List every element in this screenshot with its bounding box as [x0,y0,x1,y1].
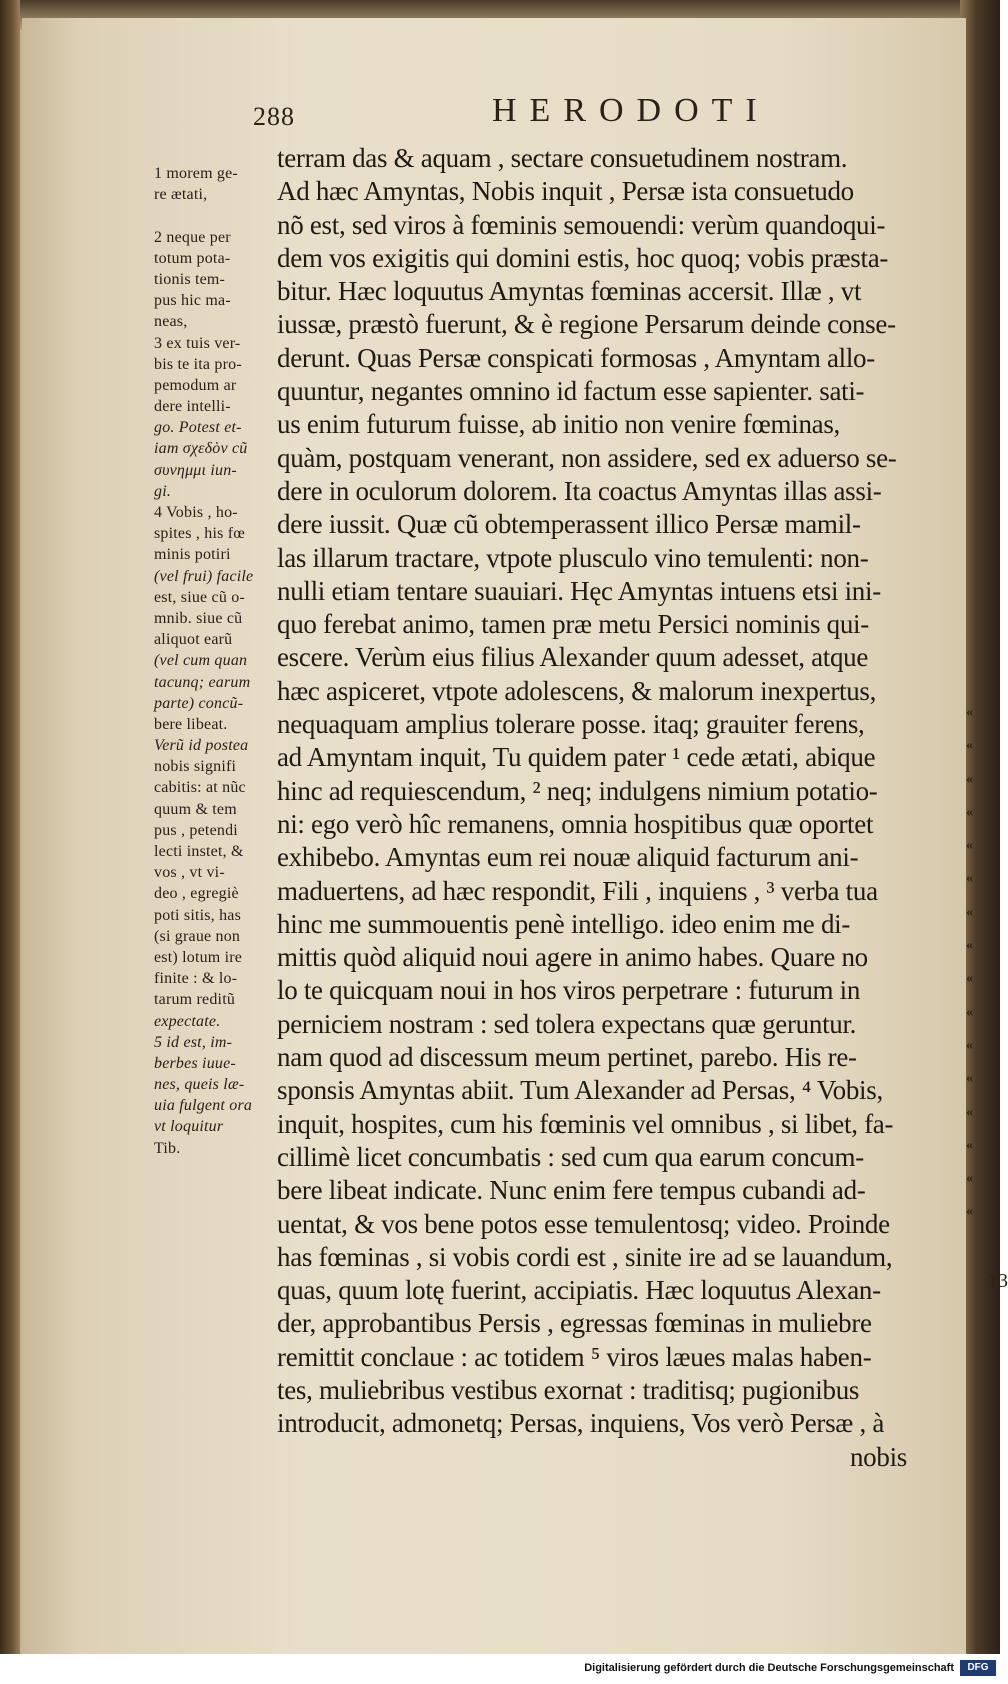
text-line: has fœminas , si vobis cordi est , sinite ire ad se lauandum, [277,1241,893,1272]
marginal-note-line: gi. [154,482,172,500]
marginal-note-line: dere intelli- [154,398,231,416]
marginal-note-line: mnib. siue cũ [154,609,243,627]
text-line: quas, quum lotę fuerint, accipiatis. Hæc loquutus Alexan- [277,1275,881,1306]
book-spine-edge [0,0,20,1654]
marginal-note-line: Verũ id postea [154,737,249,755]
text-line: maduertens, ad hæc respondit, Fili , inquiens , ³ verba tua [277,875,878,906]
marginal-note-line: vt loquitur [154,1118,224,1136]
marginal-note-line: parte) concũ- [154,694,244,712]
marginal-note-line: pemodum ar [154,376,237,394]
text-line: tes, muliebribus vestibus exornat : traditisq; pugionibus [277,1374,860,1405]
marginal-note-line: vos , vt vi- [154,864,225,882]
quotation-marker: « [966,971,973,987]
text-line: escere. Verùm eius filius Alexander quum adesset, atque [277,642,869,673]
marginal-notes [154,163,286,1159]
running-title: HERODOTI [492,92,770,129]
text-line: dere iussit. Quæ cũ obtemperassent illico Persæ mamil- [277,509,861,540]
text-line: nõ est, sed viros à fœminis semouendi: verùm quandoqui- [277,209,886,240]
marginal-note-line: est, siue cũ o- [154,588,245,606]
marginal-note-line: 5 id est, im- [154,1033,233,1051]
marginal-note-line: (vel cum quan [154,652,248,670]
text-line: terram das & aquam , sectare consuetudinem nostram. [277,143,848,173]
marginal-note-line: berbes iuue- [154,1054,236,1072]
text-line: bere libeat indicate. Nunc enim fere tempus cubandi ad- [277,1175,866,1206]
text-line: nobis [849,1441,907,1472]
side-number: 13 [988,1270,1008,1292]
marginal-note-line: spites , his fœ [154,525,245,543]
text-line: derunt. Quas Persæ conspicati formosas , Amyntam allo- [277,342,875,373]
marginal-note-line [154,205,286,226]
quotation-marker: « [966,1171,973,1187]
marginal-note-line: deo , egregiè [154,885,239,903]
marginal-note-line: bere libeat. [154,715,228,733]
text-line: uentat, & vos bene potos esse temulentosq; video. Proinde [277,1208,890,1239]
text-line: ad Amyntam inquit, Tu quidem pater ¹ cede ætati, abique [277,742,876,773]
text-line: exhibebo. Amyntas eum rei nouæ aliquid facturum ani- [277,842,859,873]
marginal-note-line: cabitis: at nũc [154,779,246,797]
marginal-note-line: uia fulgent ora [154,1097,253,1115]
text-line: nam quod ad discessum meum pertinet, parebo. His re- [277,1042,857,1073]
marginal-note-line: nobis signifi [154,758,237,776]
marginal-note-line: tarum reditũ [154,991,236,1009]
text-line: Ad hæc Amyntas, Nobis inquit , Persæ ista consuetudo [277,176,854,207]
quotation-marker: « [966,1037,973,1053]
marginal-note-line: quum & tem [154,800,237,818]
quotation-marker: « [966,705,973,720]
text-line: hæc aspiceret, vtpote adolescens, & malorum inexpertus, [277,675,877,706]
marginal-note-line: (si graue non [154,927,241,945]
quotation-marker: « [966,738,973,754]
marginal-note-line: 3 ex tuis ver- [154,334,241,352]
text-line: cillimè licet concumbatis : sed cum qua earum concum- [277,1141,864,1172]
digitization-footer [0,1654,1000,1684]
marginal-note-line: Tib. [154,1139,181,1157]
quotation-marker: « [966,1004,973,1020]
marginal-note-line: (vel frui) facile [154,567,254,585]
marginal-note-line: συνημμι iun- [154,461,237,479]
text-line: hinc me summouentis penè intelligo. ideo enim me di- [277,908,851,939]
text-line: quuntur, negantes omnino id factum esse sapienter. sati- [277,376,865,407]
quotation-marker: « [966,871,973,887]
quotation-marker: « [966,838,973,854]
quotation-marker: « [966,1204,973,1220]
marginal-note-line: poti sitis, has [154,906,242,924]
text-line: sponsis Amyntas abiit. Tum Alexander ad Persas, ⁴ Vobis, [277,1075,883,1106]
text-line: ni: ego verò hîc remanens, omnia hospitibus quæ oportet [277,808,874,839]
dfg-logo: DFG [960,1660,996,1676]
marginal-note-line: pus , petendi [154,821,238,839]
marginal-note-line: 4 Vobis , ho- [154,504,238,521]
quotation-marker: « [966,904,973,920]
page-number: 288 [253,102,295,131]
text-line: mittis quòd aliquid noui agere in animo habes. Quare no [277,942,868,973]
text-line: lo te quicquam noui in hos viros perpetrare : futurum in [277,975,861,1006]
quotation-marker: « [966,804,973,820]
book-page [22,18,1008,1654]
marginal-note-line: neas, [154,313,188,331]
text-line: las illarum tractare, vtpote plusculo vino temulenti: non- [277,542,869,573]
quotation-marker: « [966,938,973,954]
quotation-marker: « [966,1104,973,1120]
marginal-note-line: tacunq; earum [154,673,251,691]
marginal-note-line: finite : & lo- [154,970,238,988]
text-line: dere in oculorum dolorem. Ita coactus Amyntas illas assi- [277,475,882,506]
text-line: der, approbantibus Persis , egressas fœminas in muliebre [277,1308,872,1339]
main-text-block [277,142,977,1474]
marginal-note-line: bis te ita pro- [154,355,242,373]
text-line: bitur. Hæc loquutus Amyntas fœminas accersit. Illæ , vt [277,276,862,307]
text-line: inquit, hospites, cum his fœminis vel omnibus , si libet, fa- [277,1108,894,1139]
marginal-note-line: go. Potest et- [154,419,242,437]
text-line: remittit conclaue : ac totidem ⁵ viros læues malas haben- [277,1341,872,1372]
marginal-note-line: expectate. [154,1012,221,1030]
text-line: nulli etiam tentare suauiari. Hęc Amyntas intuens etsi ini- [277,575,881,606]
footer-credit: Digitalisierung gefördert durch die Deutsche Forschungsgemeinschaft [584,1662,954,1674]
quotation-marker: « [966,1137,973,1153]
marginal-note-line: 1 morem ge- [154,165,238,182]
text-line: perniciem nostram : sed tolera expectans quæ geruntur. [277,1008,857,1039]
quotation-marker: « [966,1071,973,1087]
text-line: iussæ, præstò fuerunt, & è regione Persarum deinde conse- [277,309,896,340]
marginal-note-line: re ætati, [154,186,208,204]
marginal-note-line: lecti instet, & [154,843,244,860]
marginal-note-line: aliquot earũ [154,631,233,649]
text-line: quàm, postquam venerant, non assidere, sed ex aduerso se- [277,442,897,473]
text-line: nequaquam amplius tolerare posse. itaq; grauiter ferens, [277,709,865,740]
running-head [22,78,966,138]
marginal-note-line: iam σχεδὸν cũ [154,440,248,458]
marginal-note-line: tionis tem- [154,270,226,288]
text-line: introducit, admonetq; Persas, inquiens, Vos verò Persæ , à [277,1408,885,1439]
text-line: us enim futurum fuisse, ab initio non venire fœminas, [277,409,841,440]
marginal-note-line: 2 neque per [154,228,231,246]
quotation-marker: « [966,771,973,787]
text-line: dem vos exigitis qui domini estis, hoc quoq; vobis præsta- [277,242,889,273]
quotation-markers [966,696,1006,1229]
marginal-note-line: est) lotum ire [154,948,243,966]
marginal-note-line: minis potiri [154,546,231,564]
text-line: quo ferebat animo, tamen præ metu Persici nominis qui- [277,609,869,640]
marginal-note-line: nes, queis læ- [154,1076,245,1094]
text-line: hinc ad requiescendum, ² neq; indulgens nimium potatio- [277,775,878,806]
marginal-note-line: totum pota- [154,249,231,267]
marginal-note-line: pus hic ma- [154,292,231,310]
